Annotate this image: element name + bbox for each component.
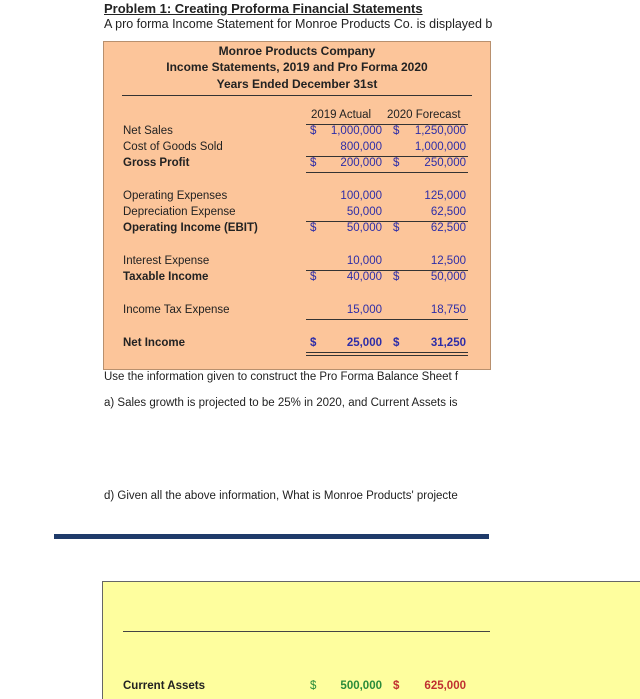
cogs-2019: 800,000 bbox=[340, 141, 382, 153]
part-d-text: d) Given all the above information, What is Monroe Products' projecte bbox=[104, 490, 458, 502]
col-2019-actual: 2019 Actual bbox=[311, 109, 372, 121]
header-divider bbox=[122, 95, 472, 96]
net-sales-2019: 1,000,000 bbox=[330, 125, 382, 137]
label-net-income: Net Income bbox=[123, 337, 185, 349]
net-income-underline-2 bbox=[306, 355, 468, 356]
current-assets-2019: 500,000 bbox=[340, 680, 382, 692]
gross-profit-underline bbox=[306, 172, 468, 173]
interest-2020: 12,500 bbox=[430, 255, 466, 267]
current-assets-2020: 625,000 bbox=[424, 680, 466, 692]
label-net-sales: Net Sales bbox=[123, 125, 173, 137]
company-name: Monroe Products Company bbox=[218, 44, 376, 58]
box-rule bbox=[123, 631, 490, 632]
label-ebit: Operating Income (EBIT) bbox=[123, 222, 258, 234]
label-gross-profit: Gross Profit bbox=[123, 157, 190, 169]
tax-2020: 18,750 bbox=[430, 304, 466, 316]
dollar-sign: $ bbox=[393, 271, 400, 283]
cogs-2020: 1,000,000 bbox=[414, 141, 466, 153]
net-income-2019: 25,000 bbox=[346, 337, 382, 349]
dollar-sign: $ bbox=[310, 680, 317, 692]
dollar-sign: $ bbox=[310, 337, 317, 349]
taxable-2019: 40,000 bbox=[346, 271, 382, 283]
tax-2019: 15,000 bbox=[346, 304, 382, 316]
taxable-2020: 50,000 bbox=[430, 271, 466, 283]
section-divider bbox=[54, 534, 489, 539]
label-interest-expense: Interest Expense bbox=[123, 255, 210, 267]
depreciation-2019: 50,000 bbox=[346, 206, 382, 218]
ebit-2019: 50,000 bbox=[346, 222, 382, 234]
net-sales-2020: 1,250,000 bbox=[414, 125, 466, 137]
col-2020-forecast: 2020 Forecast bbox=[387, 109, 461, 121]
dollar-sign: $ bbox=[393, 337, 400, 349]
gross-profit-2019: 200,000 bbox=[340, 157, 382, 169]
tax-underline bbox=[306, 319, 468, 320]
net-income-2020: 31,250 bbox=[430, 337, 466, 349]
label-taxable-income: Taxable Income bbox=[123, 271, 209, 283]
ebit-2020: 62,500 bbox=[430, 222, 466, 234]
dollar-sign: $ bbox=[393, 222, 400, 234]
dollar-sign: $ bbox=[310, 157, 317, 169]
net-income-underline-1 bbox=[306, 352, 468, 353]
opex-2019: 100,000 bbox=[340, 190, 382, 202]
interest-2019: 10,000 bbox=[346, 255, 382, 267]
statement-period: Years Ended December 31st bbox=[216, 77, 378, 91]
label-cogs: Cost of Goods Sold bbox=[123, 141, 223, 153]
problem-intro: A pro forma Income Statement for Monroe Products Co. is displayed b bbox=[104, 17, 493, 31]
part-a-text: a) Sales growth is projected to be 25% in 2020, and Current Assets is bbox=[104, 397, 458, 409]
statement-subtitle: Income Statements, 2019 and Pro Forma 2020 bbox=[166, 60, 428, 74]
label-income-tax: Income Tax Expense bbox=[123, 304, 230, 316]
depreciation-2020: 62,500 bbox=[430, 206, 466, 218]
label-operating-expenses: Operating Expenses bbox=[123, 190, 228, 202]
dollar-sign: $ bbox=[393, 125, 400, 137]
label-current-assets: Current Assets bbox=[123, 680, 206, 692]
dollar-sign: $ bbox=[310, 271, 317, 283]
dollar-sign: $ bbox=[310, 222, 317, 234]
label-depreciation: Depreciation Expense bbox=[123, 206, 236, 218]
instructions-line: Use the information given to construct the Pro Forma Balance Sheet f bbox=[104, 371, 459, 383]
opex-2020: 125,000 bbox=[424, 190, 466, 202]
gross-profit-2020: 250,000 bbox=[424, 157, 466, 169]
problem-title: Problem 1: Creating Proforma Financial Statements bbox=[104, 1, 423, 16]
dollar-sign: $ bbox=[393, 680, 400, 692]
dollar-sign: $ bbox=[310, 125, 317, 137]
dollar-sign: $ bbox=[393, 157, 400, 169]
